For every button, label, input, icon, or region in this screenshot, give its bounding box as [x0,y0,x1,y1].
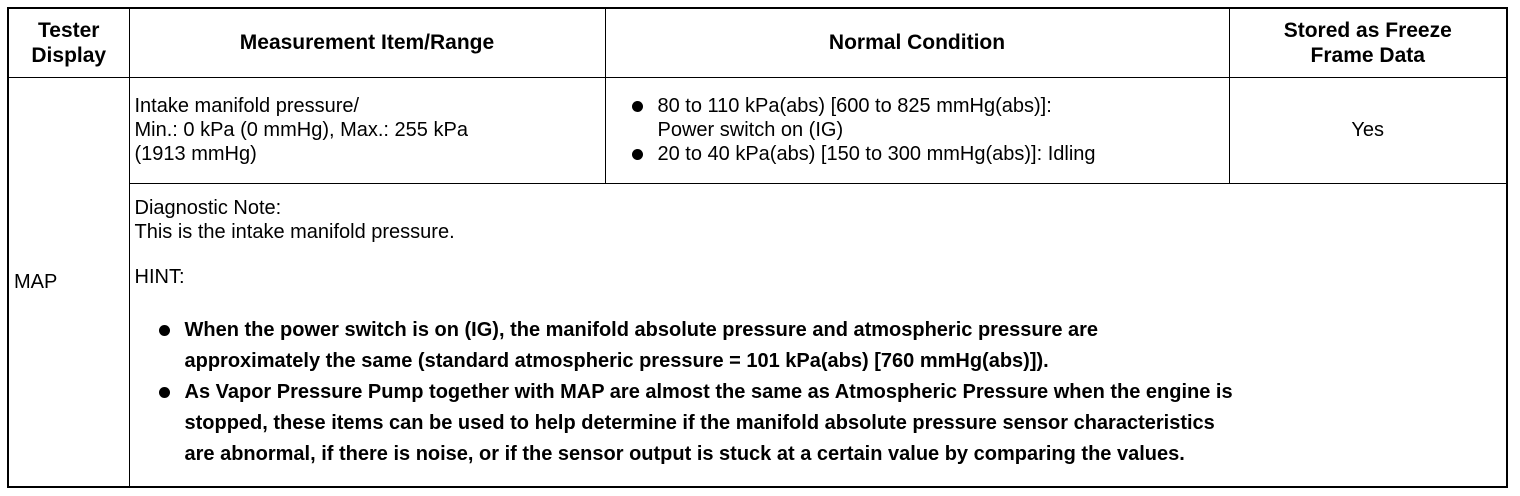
header-row [8,8,1507,77]
hint-item [157,315,1507,377]
hint-label: HINT: [134,265,185,288]
normal-condition-cell [605,77,1229,183]
diagnostic-note-cell [129,183,1507,487]
measurement-line: Min.: 0 kPa (0 mmHg), Max.: 255 kPa [134,119,468,141]
normal-condition-item [630,94,1229,142]
hint-line: When the power switch is on (IG), the manifold absolute pressure and atmospheric pressure are [184,318,1099,341]
measurement-line: Intake manifold pressure/ [134,95,360,117]
normal-condition-line: 20 to 40 kPa(abs) [150 to 300 mmHg(abs)]: Idling [657,143,1096,165]
hint-line: stopped, these items can be used to help determine if the manifold absolute pressure sensor characteristics [184,411,1215,434]
diagnostic-note-row [8,183,1507,487]
header-measurement-label: Measurement Item/Range [239,31,495,55]
measurement-line: (1913 mmHg) [134,143,257,165]
normal-condition-item [630,142,1229,166]
header-tester-display-label: Tester Display [31,18,107,67]
tester-display-cell [8,77,129,487]
hint-item [157,377,1507,470]
header-freeze-frame [1229,8,1507,77]
diagnostic-note-title: Diagnostic Note: [134,196,282,219]
hint-line: As Vapor Pressure Pump together with MAP are almost the same as Atmospheric Pressure when the engine is [184,380,1233,403]
freeze-frame-value: Yes [1351,119,1385,141]
header-measurement [129,8,605,77]
header-tester-display [8,8,129,77]
hint-list [135,315,1507,470]
diagnostic-note-text: This is the intake manifold pressure. [134,220,455,243]
normal-condition-line: Power switch on (IG) [657,119,844,141]
table-row [8,77,1507,183]
hint-line: are abnormal, if there is noise, or if the sensor output is stuck at a certain value by comparing the values. [184,442,1185,465]
normal-condition-list [630,94,1229,166]
tester-display-value: MAP [14,270,58,293]
spec-table [7,7,1508,488]
normal-condition-line: 80 to 110 kPa(abs) [600 to 825 mmHg(abs)]: [657,95,1052,117]
header-normal-label: Normal Condition [828,31,1006,55]
header-freeze-label: Stored as Freeze Frame Data [1283,18,1452,67]
header-normal-condition [605,8,1229,77]
freeze-frame-cell [1229,77,1507,183]
measurement-cell [129,77,605,183]
hint-line: approximately the same (standard atmospheric pressure = 101 kPa(abs) [760 mmHg(abs)]). [184,349,1049,372]
